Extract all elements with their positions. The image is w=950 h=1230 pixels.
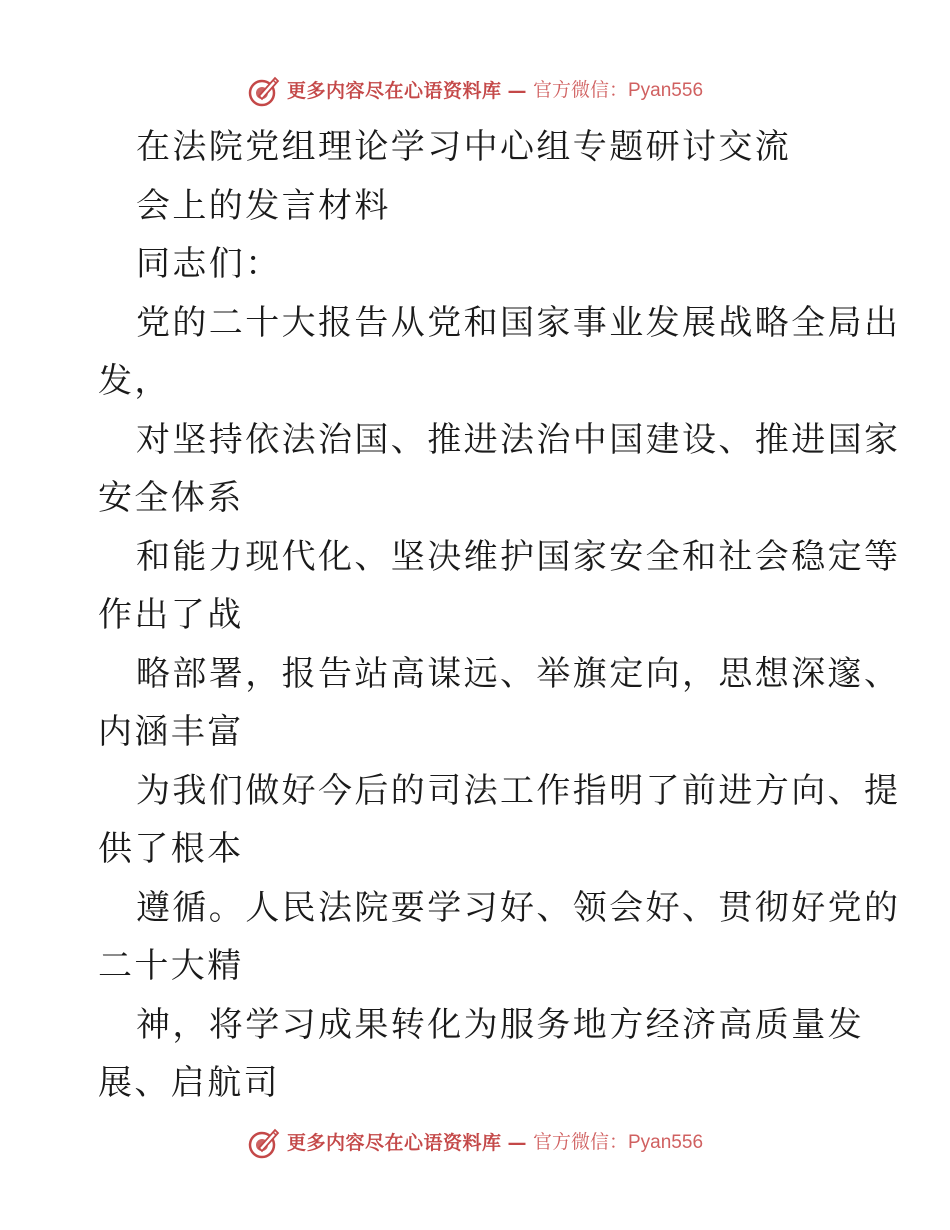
watermark-brand: 更多内容尽在心语资料库 bbox=[286, 80, 502, 102]
footer-watermark bbox=[0, 1126, 950, 1160]
text-line: 安全体系 bbox=[98, 478, 244, 518]
text-line: 在法院党组理论学习中心组专题研讨交流 bbox=[136, 127, 792, 167]
watermark-contact: 官方微信：Pyan556 bbox=[533, 80, 704, 101]
text-line: 展、启航司 bbox=[98, 1063, 280, 1103]
watermark-contact: 官方微信：Pyan556 bbox=[533, 1132, 704, 1153]
text-line: 作出了战 bbox=[98, 595, 244, 635]
text-line: 发， bbox=[98, 361, 171, 401]
text-line: 二十大精 bbox=[98, 946, 244, 986]
document-body bbox=[98, 118, 901, 1113]
watermark-brand: 更多内容尽在心语资料库 bbox=[286, 1132, 502, 1154]
text-line: 会上的发言材料 bbox=[136, 185, 391, 226]
quill-pen-seal-icon bbox=[247, 1126, 281, 1160]
text-line: 供了根本 bbox=[98, 829, 244, 869]
text-line: 为我们做好今后的司法工作指明了前进方向、提 bbox=[136, 770, 901, 811]
quill-pen-seal-icon bbox=[247, 74, 281, 108]
text-line: 内涵丰富 bbox=[98, 712, 244, 752]
text-line: 神，将学习成果转化为服务地方经济高质量发 bbox=[136, 1004, 864, 1045]
header-watermark bbox=[0, 74, 950, 108]
text-line: 遵循。人民法院要学习好、领会好、贯彻好党的 bbox=[136, 887, 901, 928]
text-line: 略部署，报告站高谋远、举旗定向，思想深邃、 bbox=[136, 653, 901, 694]
text-line: 党的二十大报告从党和国家事业发展战略全局出 bbox=[136, 302, 901, 343]
text-line: 和能力现代化、坚决维护国家安全和社会稳定等 bbox=[136, 536, 901, 577]
watermark-dash: — bbox=[507, 1132, 527, 1154]
text-line: 对坚持依法治国、推进法治中国建设、推进国家 bbox=[136, 419, 901, 460]
text-line: 同志们： bbox=[136, 244, 282, 284]
watermark-dash: — bbox=[507, 80, 527, 102]
